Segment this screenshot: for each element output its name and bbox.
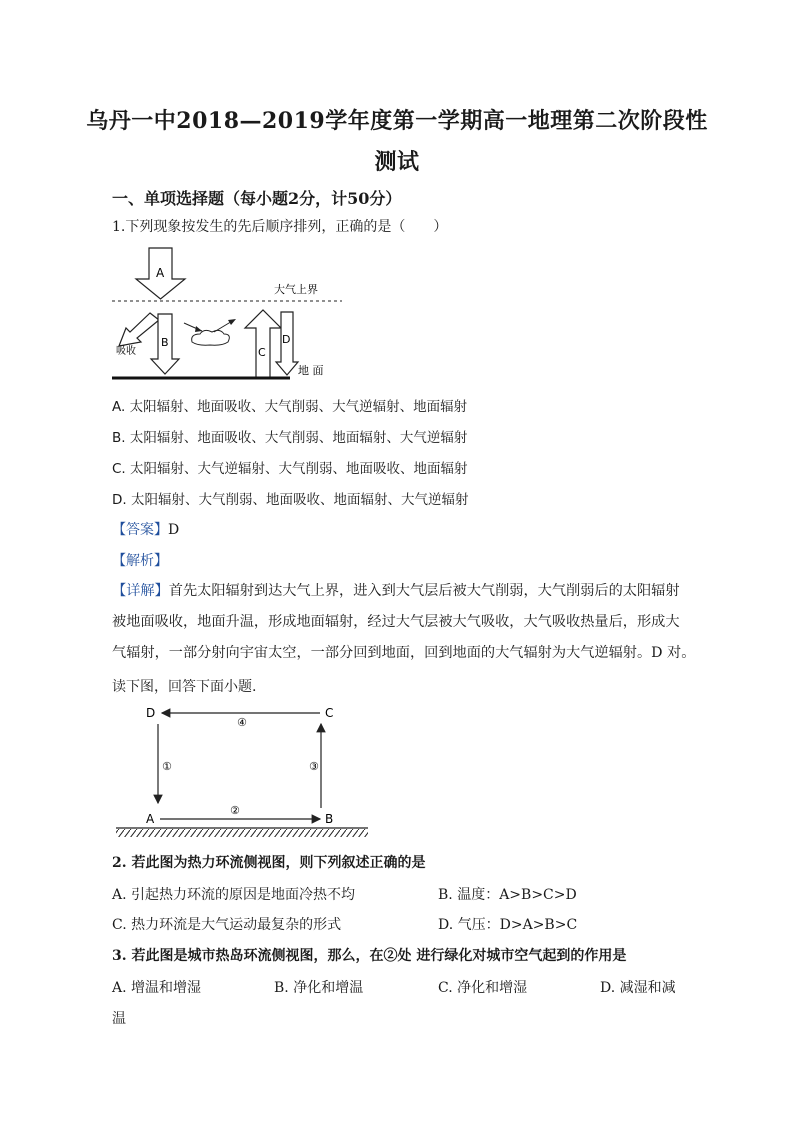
q2-option-d: D. 气压：D>A>B>C xyxy=(438,917,578,933)
answer-tag: 【答案】 xyxy=(112,522,168,538)
answer-value: D xyxy=(168,522,180,538)
arrow-reflect xyxy=(119,313,159,346)
question-1-stem: 1.下列现象按发生的先后顺序排列，正确的是（ ） xyxy=(112,219,448,235)
corner-a: A xyxy=(146,812,155,826)
circulation-diagram xyxy=(112,702,370,842)
question-3-stem: 3. 若此图是城市热岛环流侧视图，那么，在②处 进行绿化对城市空气起到的作用是 xyxy=(112,948,627,964)
q2-option-c: C. 热力环流是大气运动最复杂的形式 xyxy=(112,917,342,933)
read-prompt: 读下图，回答下面小题. xyxy=(112,679,257,695)
detail-line-2: 被地面吸收，地面升温，形成地面辐射，经过大气层被大气吸收，大气吸收热量后，形成大 xyxy=(112,614,680,630)
section-heading: 一、单项选择题（每小题2分，计50分） xyxy=(112,189,402,208)
q1-option-c: C. 太阳辐射、大气逆辐射、大气削弱、地面吸收、地面辐射 xyxy=(112,461,468,477)
arrow-3-label: ③ xyxy=(309,760,319,773)
detail-line-3: 气辐射，一部分射向宇宙太空，一部分回到地面，回到地面的大气辐射为大气逆辐射。D 对。 xyxy=(112,645,696,661)
corner-b: B xyxy=(325,812,334,826)
q3-option-d: D. 减湿和减 xyxy=(600,980,676,996)
q1-option-a: A. 太阳辐射、地面吸收、大气削弱、大气逆辐射、地面辐射 xyxy=(112,399,468,415)
detail-line-1: 首先太阳辐射到达大气上界，进入到大气层后被大气削弱，大气削弱后的太阳辐射 xyxy=(168,583,680,599)
q3-option-a: A. 增温和增湿 xyxy=(112,980,202,996)
corner-c: C xyxy=(325,706,334,720)
label-c: C xyxy=(258,346,266,359)
label-b: B xyxy=(161,336,169,349)
q1-option-b: B. 太阳辐射、地面吸收、大气削弱、地面辐射、大气逆辐射 xyxy=(112,430,468,446)
q1-option-d: D. 太阳辐射、大气削弱、地面吸收、地面辐射、大气逆辐射 xyxy=(112,492,469,508)
q2-option-a: A. 引起热力环流的原因是地面冷热不均 xyxy=(112,887,356,903)
q3-option-c: C. 净化和增湿 xyxy=(438,980,528,996)
label-a: A xyxy=(156,266,165,280)
label-ground: 地 面 xyxy=(298,364,324,377)
cloud-icon xyxy=(192,330,230,345)
q3-option-b: B. 净化和增温 xyxy=(274,980,364,996)
label-d: D xyxy=(282,333,291,346)
q2-option-b: B. 温度：A>B>C>D xyxy=(438,887,577,903)
question-2-stem: 2. 若此图为热力环流侧视图，则下列叙述正确的是 xyxy=(112,855,426,871)
label-absorb: 吸收 xyxy=(116,346,136,357)
page-title: 乌丹一中2018—2019学年度第一学期高一地理第二次阶段性 xyxy=(86,108,708,134)
ground-hatch xyxy=(116,829,368,837)
detail-tag: 【详解】 xyxy=(112,583,169,599)
arrow-c xyxy=(245,310,281,378)
arrow-1-label: ① xyxy=(162,760,172,773)
corner-d: D xyxy=(146,706,156,720)
page-title-continued: 测试 xyxy=(374,149,420,175)
label-top-boundary: 大气上界 xyxy=(274,283,318,296)
answer-line xyxy=(112,519,179,539)
detail-paragraph xyxy=(112,576,696,669)
arrow-4-label: ④ xyxy=(237,716,247,729)
analysis-tag: 【解析】 xyxy=(112,553,168,569)
q3-option-d-wrap: 温 xyxy=(112,1011,126,1027)
arrow-2-label: ② xyxy=(230,804,240,817)
radiation-diagram xyxy=(112,246,342,382)
